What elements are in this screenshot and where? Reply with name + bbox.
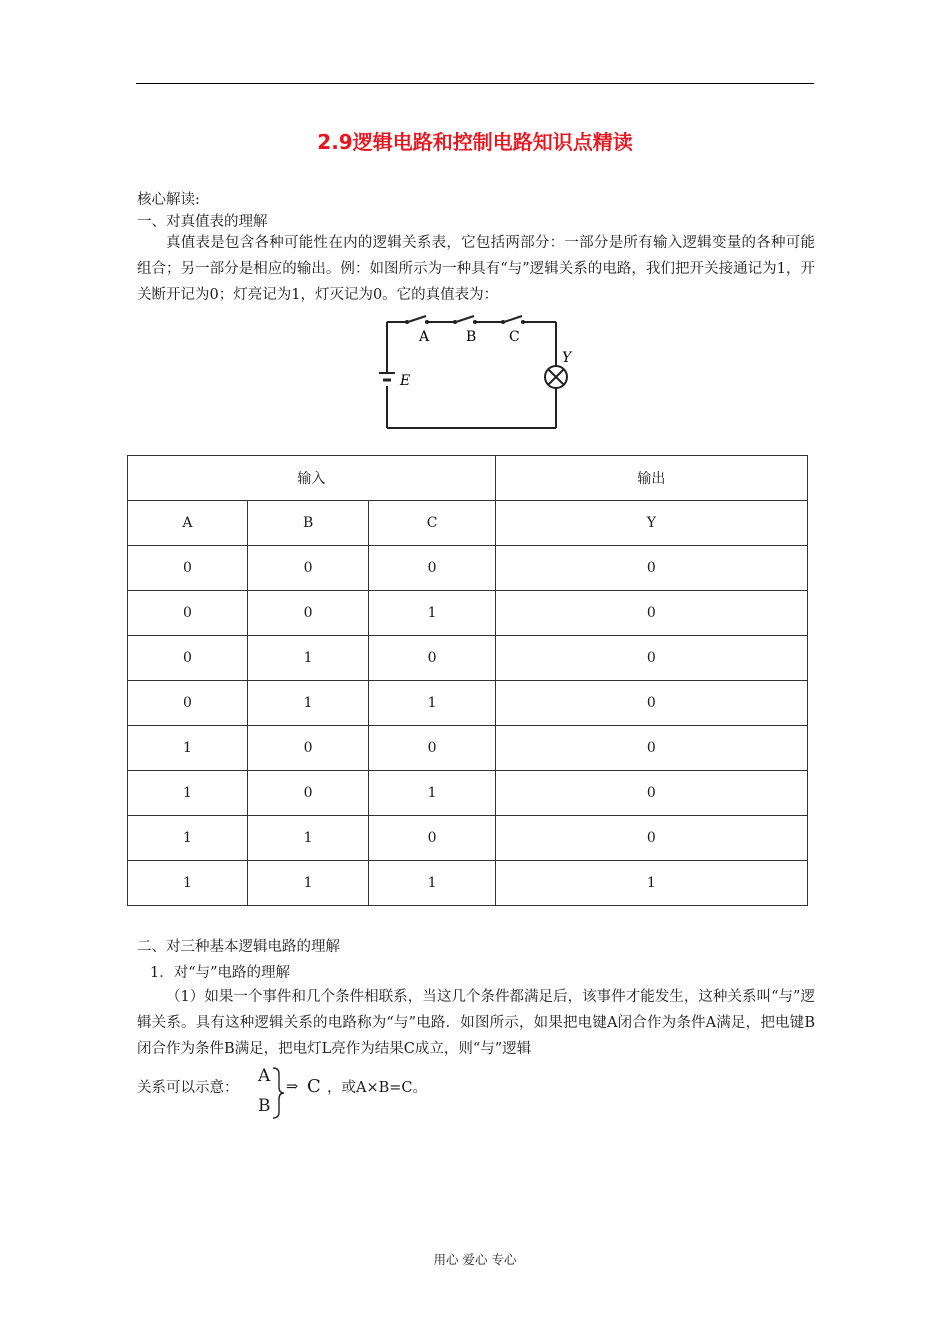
section1-paragraph: 真值表是包含各种可能性在内的逻辑关系表，它包括两部分：一部分是所有输入逻辑变量的各种可能组合；另一部分是相应的输出。例：如图所示为一种具有“与”逻辑关系的电路，我们把开关接通记为1，开关断开记为0；灯亮记为1，灯灭记为0。它的真值表为：: [137, 235, 815, 303]
table-row: [128, 546, 808, 591]
table-cell: 0: [369, 816, 495, 861]
table-cell: 0: [128, 591, 248, 636]
table-cell: 1: [128, 726, 248, 771]
table-group-header-row: [128, 456, 808, 501]
table-cell: 1: [128, 771, 248, 816]
table-cell: 0: [247, 546, 369, 591]
table-row: [128, 636, 808, 681]
expression-suffix: ，或A×B=C。: [327, 1080, 428, 1096]
table-row: [128, 861, 808, 906]
table-row: [128, 591, 808, 636]
table-column-header-row: [128, 501, 808, 546]
table-cell: 0: [369, 726, 495, 771]
lamp-label: Y: [562, 350, 572, 366]
switch-label-a: A: [419, 329, 430, 345]
battery-label: E: [400, 373, 411, 389]
table-cell: 0: [128, 681, 248, 726]
expression-b: B: [258, 1096, 271, 1116]
table-cell: 0: [495, 816, 807, 861]
output-header: 输出: [495, 456, 807, 501]
table-cell: 0: [128, 636, 248, 681]
table-cell: 0: [495, 591, 807, 636]
column-header-a: A: [128, 501, 248, 546]
table-cell: 0: [128, 546, 248, 591]
expression-c: C: [307, 1076, 321, 1097]
table-cell: 0: [495, 546, 807, 591]
page-footer: 用心 爱心 专心: [433, 1252, 517, 1267]
table-cell: 1: [128, 861, 248, 906]
table-cell: 1: [247, 861, 369, 906]
table-cell: 1: [369, 771, 495, 816]
table-cell: 1: [128, 816, 248, 861]
section2-subheading: 1．对“与”电路的理解: [150, 965, 291, 981]
table-cell: 1: [247, 681, 369, 726]
table-cell: 1: [247, 816, 369, 861]
column-header-y: Y: [495, 501, 807, 546]
table-cell: 0: [247, 771, 369, 816]
table-cell: 0: [369, 546, 495, 591]
truth-table: [127, 455, 808, 906]
section1-heading: 一、对真值表的理解: [137, 214, 268, 230]
table-cell: 0: [495, 771, 807, 816]
circuit-diagram: [370, 310, 570, 436]
page-title: 2.9逻辑电路和控制电路知识点精读: [317, 130, 633, 154]
implies-arrow: ⇒: [286, 1079, 299, 1095]
expression-a: A: [258, 1066, 271, 1086]
switch-label-b: B: [466, 329, 477, 345]
table-row: [128, 816, 808, 861]
column-header-b: B: [247, 501, 369, 546]
table-row: [128, 681, 808, 726]
section2-paragraph: （1）如果一个事件和几个条件相联系，当这几个条件都满足后，该事件才能发生，这种关系叫“与”逻辑关系。具有这种逻辑关系的电路称为“与”电路．如图所示，如果把电键A闭合作为条件A满足，把电键B闭合作为条件B满足，把电灯L亮作为结果C成立，则“与”逻辑: [137, 989, 815, 1057]
table-cell: 0: [495, 636, 807, 681]
table-cell: 1: [369, 681, 495, 726]
table-cell: 1: [369, 861, 495, 906]
table-cell: 1: [495, 861, 807, 906]
lamp-icon: [545, 366, 567, 388]
table-cell: 0: [247, 591, 369, 636]
table-cell: 0: [369, 636, 495, 681]
table-row: [128, 771, 808, 816]
table-cell: 1: [369, 591, 495, 636]
logic-expression: [137, 1064, 557, 1124]
expression-prefix: 关系可以示意：: [137, 1080, 239, 1096]
table-cell: 0: [247, 726, 369, 771]
table-cell: 0: [495, 726, 807, 771]
table-row: [128, 726, 808, 771]
table-cell: 0: [495, 681, 807, 726]
header-rule: [136, 83, 814, 84]
switch-label-c: C: [509, 329, 520, 345]
core-heading: 核心解读:: [137, 192, 200, 208]
column-header-c: C: [369, 501, 495, 546]
input-header: 输入: [128, 456, 496, 501]
section2-heading: 二、对三种基本逻辑电路的理解: [137, 939, 340, 955]
right-brace-icon: [271, 1066, 285, 1120]
table-cell: 1: [247, 636, 369, 681]
